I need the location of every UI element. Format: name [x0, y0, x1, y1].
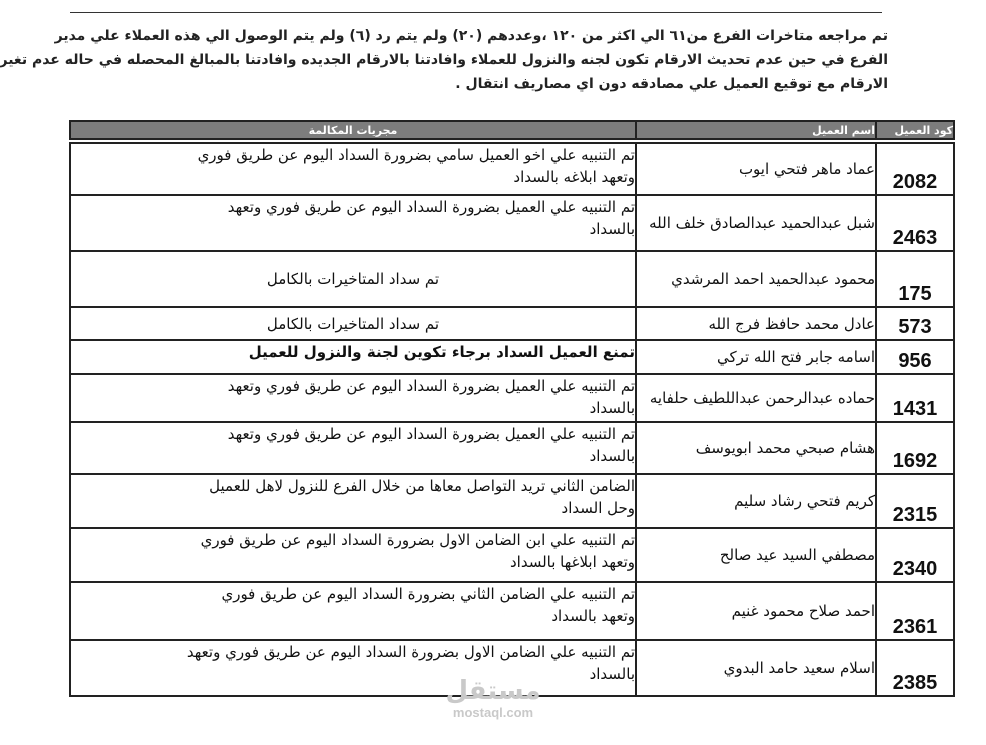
header-customer-name: اسم العميل — [636, 121, 876, 139]
call-details — [70, 528, 636, 582]
call-details — [70, 582, 636, 640]
table-header-row — [70, 121, 954, 139]
call-details — [70, 251, 636, 307]
call-details — [70, 143, 636, 195]
call-details-line: بالسداد — [589, 447, 635, 465]
customer-code: 2315 — [876, 474, 954, 528]
customer-code: 2463 — [876, 195, 954, 251]
header-customer-code: كود العميل — [876, 121, 954, 139]
call-details-line: بالسداد — [589, 399, 635, 417]
call-details-line: وحل السداد — [561, 499, 635, 517]
table-row — [70, 307, 954, 340]
call-details — [70, 474, 636, 528]
customer-code: 2082 — [876, 143, 954, 195]
customer-name: محمود عبدالحميد احمد المرشدي — [636, 251, 876, 307]
customer-name: اسامه جابر فتح الله تركي — [636, 340, 876, 374]
call-details-line: تم التنبيه علي العميل بضرورة السداد اليوم عن طريق فوري وتعهد — [227, 377, 635, 395]
call-details-line: تم التنبيه علي العميل بضرورة السداد اليوم عن طريق فوري وتعهد — [227, 198, 635, 216]
table-row — [70, 422, 954, 474]
call-details-line: تم التنبيه علي الضامن الثاني بضرورة السداد اليوم عن طريق فوري — [221, 585, 635, 603]
customer-code: 2361 — [876, 582, 954, 640]
customer-name: احمد صلاح محمود غنيم — [636, 582, 876, 640]
call-details — [70, 422, 636, 474]
call-details-line: تم التنبيه علي اخو العميل سامي بضرورة السداد اليوم عن طريق فوري — [197, 146, 635, 164]
call-details — [70, 374, 636, 422]
table-row — [70, 251, 954, 307]
call-details-line: بالسداد — [589, 665, 635, 683]
call-details-line: وتعهد ابلاغها بالسداد — [509, 553, 635, 571]
intro-line: الارقام مع توقيع العميل علي مصادقه دون اي مصاريف انتقال . — [455, 76, 888, 92]
customer-code: 956 — [876, 340, 954, 374]
customer-name: عماد ماهر فتحي ايوب — [636, 143, 876, 195]
call-details-line: بالسداد — [589, 220, 635, 238]
customer-name: عادل محمد حافظ فرج الله — [636, 307, 876, 340]
table-row — [70, 474, 954, 528]
customer-name: شبل عبدالحميد عبدالصادق خلف الله — [636, 195, 876, 251]
call-log-table — [69, 120, 955, 697]
top-rule — [70, 12, 882, 13]
mostaql-watermark — [432, 676, 554, 720]
intro-line: الفرع في حين عدم تحديث الارقام تكون لجنه والنزول للعملاء وافادتنا بالارقام الجديده وافادتنا بالمبالغ المحصله في حاله عدم تغير — [0, 52, 888, 68]
call-details-line: تم سداد المتاخيرات بالكامل — [266, 314, 440, 333]
intro-line: تم مراجعه متاخرات الفرع من٦١ الي اكثر من ١٢٠ ،وعددهم (٢٠) ولم يتم رد (٦) ولم يتم الوصول الي هذه العملاء علي مدير — [54, 28, 888, 44]
call-details — [70, 307, 636, 340]
table-row — [70, 528, 954, 582]
customer-name: كريم فتحي رشاد سليم — [636, 474, 876, 528]
customer-name: حماده عبدالرحمن عبداللطيف حلفايه — [636, 374, 876, 422]
intro-paragraph — [0, 24, 888, 96]
call-details-line: الضامن الثاني تريد التواصل معاها من خلال الفرع للنزول لاهل للعميل — [209, 477, 635, 495]
call-details-line: وتعهد بالسداد — [551, 607, 635, 625]
call-details — [70, 340, 636, 374]
watermark-site: mostaql.com — [452, 705, 534, 720]
customer-code: 2340 — [876, 528, 954, 582]
customer-code: 175 — [876, 251, 954, 307]
call-details-line: تم سداد المتاخيرات بالكامل — [266, 270, 440, 288]
call-details-line: تم التنبيه علي العميل بضرورة السداد اليوم عن طريق فوري وتعهد — [227, 425, 635, 443]
table-row — [70, 195, 954, 251]
customer-name: هشام صبحي محمد ابويوسف — [636, 422, 876, 474]
call-details — [70, 195, 636, 251]
table-row — [70, 340, 954, 374]
table-row — [70, 582, 954, 640]
call-details-line: تمنع العميل السداد برجاء تكوين لجنة والنزول للعميل — [248, 343, 635, 361]
table-row — [70, 143, 954, 195]
customer-code: 1431 — [876, 374, 954, 422]
customer-code: 2385 — [876, 640, 954, 696]
customer-code: 1692 — [876, 422, 954, 474]
call-details-line: تم التنبيه علي الضامن الاول بضرورة السداد اليوم عن طريق فوري وتعهد — [186, 643, 635, 661]
table-row — [70, 374, 954, 422]
call-details-line: تم التنبيه علي ابن الضامن الاول بضرورة السداد اليوم عن طريق فوري — [200, 531, 635, 549]
call-details-line: وتعهد ابلاغه بالسداد — [513, 168, 635, 186]
watermark-logo: مستقل — [445, 676, 541, 706]
header-call-details: مجريات المكالمة — [70, 121, 636, 139]
customer-code: 573 — [876, 307, 954, 340]
customer-name: مصطفي السيد عيد صالح — [636, 528, 876, 582]
customer-name: اسلام سعيد حامد البدوي — [636, 640, 876, 696]
